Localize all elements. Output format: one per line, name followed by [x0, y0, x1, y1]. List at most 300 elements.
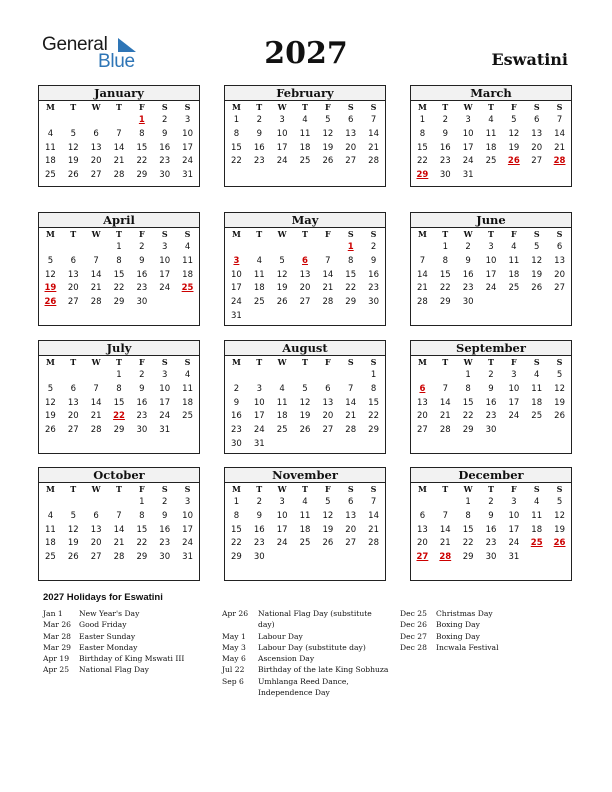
day-cell: 24: [508, 411, 520, 422]
weekday-header: S: [184, 357, 191, 367]
day-cell: 16: [136, 397, 148, 408]
holiday-column: [43, 608, 211, 676]
day-cell: 31: [508, 552, 520, 563]
day-cell: 7: [116, 128, 122, 139]
weekday-header: S: [161, 484, 168, 494]
week-row: [39, 269, 199, 283]
empty-day-cell: [362, 551, 385, 565]
empty-day-cell: [271, 241, 294, 255]
day-cell: 3: [184, 115, 191, 125]
week-row: [39, 537, 199, 551]
day-cell: 18: [45, 156, 56, 167]
week-row: [39, 282, 199, 296]
holiday-item: [222, 676, 390, 699]
weekday-header: W: [277, 229, 287, 239]
day-cell: 25: [299, 538, 311, 549]
empty-day-cell: [316, 241, 339, 255]
day-cell: 7: [556, 115, 563, 125]
day-cell: 8: [139, 128, 145, 139]
holiday-date: Mar 26: [43, 620, 72, 630]
month-july: [38, 340, 200, 454]
day-cell: 17: [253, 411, 265, 422]
empty-day-cell: [316, 438, 339, 452]
day-cell: 24: [276, 538, 288, 549]
month-name: May: [225, 213, 385, 228]
week-row: [225, 296, 385, 310]
weekday-header: T: [256, 484, 263, 494]
day-cell: 15: [462, 524, 474, 535]
holiday-column: [400, 608, 568, 653]
weekday-header: F: [511, 102, 517, 112]
week-row: [225, 155, 385, 169]
weekday-header: S: [347, 229, 354, 239]
empty-day-cell: [502, 169, 525, 183]
day-cell: 16: [485, 524, 497, 535]
day-cell: 27: [67, 425, 79, 436]
day-cell: 16: [159, 142, 171, 153]
week-row: [39, 169, 199, 183]
day-cell: 26: [554, 411, 565, 422]
weekday-header: S: [533, 484, 540, 494]
weekday-header: T: [256, 229, 263, 239]
day-cell: 18: [45, 538, 56, 549]
day-cell: 3: [511, 497, 517, 507]
month-name: November: [225, 468, 385, 483]
month-april: [38, 212, 200, 326]
day-cell: 28: [113, 552, 125, 563]
day-cell: 29: [136, 170, 148, 181]
month-august: [224, 340, 386, 454]
day-cell: 12: [299, 397, 311, 408]
week-row: [411, 282, 571, 296]
day-cell: 4: [488, 115, 494, 125]
day-cell: 5: [47, 255, 54, 266]
weekday-header-row: [411, 101, 571, 114]
weekday-header: T: [302, 357, 308, 367]
day-cell: 21: [113, 156, 125, 167]
weekday-header: S: [556, 357, 563, 367]
weekday-header-row: [225, 228, 385, 241]
holiday-date: Dec 27: [400, 631, 427, 641]
day-cell: 22: [462, 411, 474, 422]
empty-day-cell: [225, 241, 248, 255]
day-cell: 24: [182, 156, 193, 167]
day-cell: 15: [231, 524, 242, 535]
day-cell: 10: [508, 383, 520, 394]
day-cell: 12: [45, 269, 56, 280]
empty-day-cell: [176, 296, 199, 310]
day-cell: 30: [368, 297, 379, 308]
holiday-date: Apr 26: [222, 609, 249, 618]
holiday-item: [400, 631, 568, 642]
day-cell: 11: [485, 128, 497, 139]
day-cell: 24: [508, 538, 520, 549]
weekday-header: F: [325, 484, 331, 494]
day-cell: 28: [345, 425, 357, 436]
day-cell: 7: [93, 255, 99, 266]
empty-day-cell: [108, 496, 131, 510]
weekday-header: T: [302, 102, 308, 112]
weekday-header: M: [231, 484, 241, 494]
day-cell: 28: [439, 425, 451, 436]
week-row: [39, 155, 199, 169]
day-cell: 30: [253, 552, 265, 563]
weekday-header: S: [184, 484, 191, 494]
day-cell: 21: [439, 538, 451, 549]
day-cell: 12: [531, 255, 543, 266]
empty-day-cell: [248, 369, 271, 383]
weekday-header: F: [511, 357, 517, 367]
day-cell: 31: [462, 170, 474, 181]
empty-day-cell: [294, 369, 317, 383]
day-cell: 4: [534, 370, 540, 380]
day-cell: 25: [253, 297, 265, 308]
day-cell: 10: [253, 397, 265, 408]
day-cell: 9: [256, 128, 262, 139]
day-cell: 5: [70, 128, 76, 139]
holiday-date: Apr 25: [43, 665, 70, 675]
holiday-name: Umhlanga Reed Dance, Independence Day: [258, 676, 349, 698]
day-cell: 3: [488, 242, 494, 252]
holiday-day-cell: 6: [302, 255, 308, 266]
week-row: [225, 255, 385, 269]
holiday-item: [43, 619, 211, 630]
day-cell: 23: [159, 538, 171, 549]
empty-day-cell: [548, 169, 571, 183]
month-name: March: [411, 86, 571, 101]
day-cell: 3: [162, 242, 168, 252]
day-cell: 23: [462, 283, 474, 294]
day-cell: 6: [419, 510, 426, 521]
empty-day-cell: [85, 241, 108, 255]
day-cell: 30: [462, 297, 474, 308]
week-row: [39, 255, 199, 269]
day-cell: 20: [554, 269, 565, 280]
day-cell: 29: [462, 552, 474, 563]
day-cell: 6: [70, 255, 76, 266]
day-cell: 9: [139, 383, 145, 394]
holiday-item: [43, 642, 211, 653]
day-cell: 13: [67, 397, 79, 408]
weekday-header: T: [488, 484, 494, 494]
day-cell: 28: [368, 156, 379, 167]
day-cell: 5: [534, 242, 540, 252]
holiday-day-cell: 26: [507, 156, 520, 167]
empty-day-cell: [39, 496, 62, 510]
day-cell: 13: [554, 255, 565, 266]
logo-text-general: General: [42, 34, 108, 55]
day-cell: 28: [322, 297, 334, 308]
day-cell: 30: [136, 425, 148, 436]
weekday-header: W: [277, 102, 287, 112]
month-name: August: [225, 341, 385, 356]
holiday-item: [400, 608, 568, 619]
day-cell: 29: [368, 425, 379, 436]
day-cell: 13: [345, 510, 357, 521]
day-cell: 29: [136, 552, 148, 563]
empty-day-cell: [62, 114, 85, 128]
day-cell: 23: [136, 411, 148, 422]
day-cell: 9: [442, 128, 448, 139]
day-cell: 5: [511, 115, 517, 125]
holiday-date: Dec 25: [400, 609, 427, 618]
empty-day-cell: [39, 114, 62, 128]
day-cell: 27: [531, 156, 543, 167]
day-cell: 22: [231, 538, 242, 549]
day-cell: 4: [534, 497, 540, 507]
day-cell: 19: [508, 142, 520, 153]
weekday-header: F: [511, 484, 517, 494]
day-cell: 23: [231, 425, 242, 436]
day-cell: 8: [233, 510, 240, 521]
day-cell: 8: [116, 255, 122, 266]
weekday-header: F: [139, 357, 145, 367]
day-cell: 27: [90, 170, 102, 181]
day-cell: 7: [325, 255, 331, 266]
day-cell: 1: [139, 497, 145, 507]
holiday-name: Labour Day: [258, 631, 303, 641]
day-cell: 8: [465, 510, 471, 521]
weekday-header: T: [70, 102, 77, 112]
day-cell: 20: [417, 538, 428, 549]
day-cell: 29: [439, 297, 451, 308]
holiday-name: Christmas Day: [436, 609, 493, 618]
day-cell: 5: [325, 115, 331, 125]
day-cell: 3: [511, 370, 517, 380]
empty-day-cell: [39, 369, 62, 383]
holiday-name: Birthday of King Mswati III: [79, 654, 185, 664]
day-cell: 4: [184, 242, 191, 252]
day-cell: 30: [136, 297, 148, 308]
weekday-header: T: [442, 229, 449, 239]
day-cell: 13: [417, 524, 428, 535]
week-row: [411, 128, 571, 142]
day-cell: 4: [47, 510, 54, 521]
week-row: [411, 369, 571, 383]
holiday-date: May 3: [222, 642, 246, 652]
day-cell: 25: [508, 283, 520, 294]
empty-day-cell: [176, 424, 199, 438]
week-row: [39, 510, 199, 524]
day-cell: 27: [67, 297, 79, 308]
day-cell: 30: [159, 170, 171, 181]
day-cell: 28: [417, 297, 428, 308]
weekday-header-row: [411, 356, 571, 369]
weekday-header: S: [556, 102, 563, 112]
day-cell: 12: [45, 397, 56, 408]
month-september: [410, 340, 572, 454]
holiday-item: [400, 642, 568, 653]
day-cell: 1: [465, 497, 471, 507]
holiday-item: [222, 631, 390, 642]
day-cell: 13: [299, 269, 311, 280]
day-cell: 2: [488, 370, 494, 380]
month-name: February: [225, 86, 385, 101]
weekday-header: F: [139, 484, 145, 494]
day-cell: 26: [299, 425, 311, 436]
day-cell: 7: [442, 383, 448, 394]
weekday-header: S: [370, 229, 377, 239]
day-cell: 18: [299, 142, 311, 153]
holiday-day-cell: 19: [44, 283, 57, 294]
weekday-header: M: [231, 357, 241, 367]
week-row: [225, 438, 385, 452]
day-cell: 16: [253, 524, 265, 535]
empty-day-cell: [434, 369, 457, 383]
week-row: [39, 142, 199, 156]
day-cell: 4: [184, 370, 191, 380]
day-cell: 28: [90, 297, 102, 308]
empty-day-cell: [480, 296, 503, 310]
empty-day-cell: [108, 114, 131, 128]
day-cell: 14: [439, 397, 451, 408]
day-cell: 19: [67, 538, 79, 549]
country-title: Eswatini: [491, 50, 568, 69]
weekday-header: M: [231, 229, 241, 239]
day-cell: 24: [159, 411, 171, 422]
day-cell: 3: [465, 115, 471, 125]
day-cell: 9: [233, 397, 240, 408]
day-cell: 16: [439, 142, 451, 153]
weekday-header: S: [370, 357, 377, 367]
day-cell: 2: [139, 242, 145, 252]
week-row: [39, 369, 199, 383]
day-cell: 19: [299, 411, 311, 422]
day-cell: 4: [47, 128, 54, 139]
weekday-header: T: [302, 229, 308, 239]
day-cell: 15: [417, 142, 428, 153]
day-cell: 19: [531, 269, 543, 280]
day-cell: 24: [485, 283, 497, 294]
weekday-header: M: [45, 229, 55, 239]
holiday-day-cell: 25: [181, 283, 194, 294]
day-cell: 21: [113, 538, 125, 549]
day-cell: 10: [159, 255, 171, 266]
day-cell: 23: [253, 538, 265, 549]
weekday-header: M: [417, 484, 427, 494]
day-cell: 24: [182, 538, 193, 549]
day-cell: 3: [279, 115, 285, 125]
day-cell: 19: [45, 411, 56, 422]
day-cell: 11: [508, 255, 520, 266]
day-cell: 2: [370, 242, 377, 252]
week-row: [411, 142, 571, 156]
week-row: [411, 496, 571, 510]
day-cell: 23: [253, 156, 265, 167]
week-row: [225, 510, 385, 524]
weekday-header: W: [91, 484, 101, 494]
holiday-day-cell: 26: [553, 538, 566, 549]
day-cell: 20: [67, 411, 79, 422]
week-row: [411, 551, 571, 565]
day-cell: 16: [462, 269, 474, 280]
day-cell: 2: [465, 242, 471, 252]
weekday-header: T: [70, 357, 77, 367]
empty-day-cell: [294, 241, 317, 255]
weekday-header: F: [139, 102, 145, 112]
day-cell: 29: [231, 552, 242, 563]
empty-day-cell: [85, 114, 108, 128]
day-cell: 12: [67, 142, 79, 153]
day-cell: 14: [417, 269, 428, 280]
day-cell: 7: [419, 255, 426, 266]
day-cell: 12: [554, 510, 565, 521]
day-cell: 17: [182, 142, 193, 153]
day-cell: 17: [508, 397, 520, 408]
day-cell: 26: [322, 156, 334, 167]
day-cell: 2: [488, 497, 494, 507]
day-cell: 14: [90, 269, 102, 280]
day-cell: 24: [462, 156, 474, 167]
weekday-header-row: [39, 101, 199, 114]
weekday-header: T: [116, 229, 122, 239]
day-cell: 31: [253, 438, 265, 449]
weekday-header: S: [370, 102, 377, 112]
empty-day-cell: [548, 296, 571, 310]
day-cell: 6: [93, 128, 99, 139]
holiday-item: [43, 653, 211, 664]
day-cell: 23: [368, 283, 379, 294]
week-row: [39, 114, 199, 128]
holiday-item: [43, 631, 211, 642]
day-cell: 2: [256, 497, 262, 507]
day-cell: 14: [368, 128, 379, 139]
holiday-date: May 1: [222, 631, 246, 641]
weekday-header: W: [463, 102, 473, 112]
weekday-header: M: [417, 229, 427, 239]
weekday-header: F: [325, 357, 331, 367]
day-cell: 29: [462, 425, 474, 436]
week-row: [39, 128, 199, 142]
weekday-header-row: [411, 483, 571, 496]
day-cell: 16: [231, 411, 242, 422]
day-cell: 2: [256, 115, 262, 125]
year-title: 2027: [264, 36, 348, 71]
week-row: [225, 114, 385, 128]
day-cell: 13: [531, 128, 543, 139]
week-row: [225, 424, 385, 438]
day-cell: 17: [231, 283, 242, 294]
holiday-name: Birthday of the late King Sobhuza: [258, 665, 389, 675]
day-cell: 5: [556, 497, 563, 507]
day-cell: 22: [136, 156, 148, 167]
month-name: October: [39, 468, 199, 483]
day-cell: 3: [184, 497, 191, 507]
empty-day-cell: [339, 551, 362, 565]
day-cell: 10: [182, 128, 193, 139]
holiday-date: Jul 22: [222, 665, 245, 675]
weekday-header: M: [45, 357, 55, 367]
day-cell: 19: [67, 156, 79, 167]
day-cell: 19: [276, 283, 288, 294]
day-cell: 25: [299, 156, 311, 167]
day-cell: 20: [90, 538, 102, 549]
day-cell: 9: [162, 128, 168, 139]
weekday-header: S: [533, 357, 540, 367]
week-row: [39, 397, 199, 411]
day-cell: 20: [90, 156, 102, 167]
day-cell: 21: [368, 524, 379, 535]
day-cell: 28: [90, 425, 102, 436]
holiday-item: [222, 608, 390, 631]
day-cell: 20: [67, 283, 79, 294]
day-cell: 10: [159, 383, 171, 394]
day-cell: 24: [159, 283, 171, 294]
month-january: [38, 85, 200, 187]
empty-day-cell: [339, 369, 362, 383]
empty-day-cell: [548, 551, 571, 565]
week-row: [411, 296, 571, 310]
